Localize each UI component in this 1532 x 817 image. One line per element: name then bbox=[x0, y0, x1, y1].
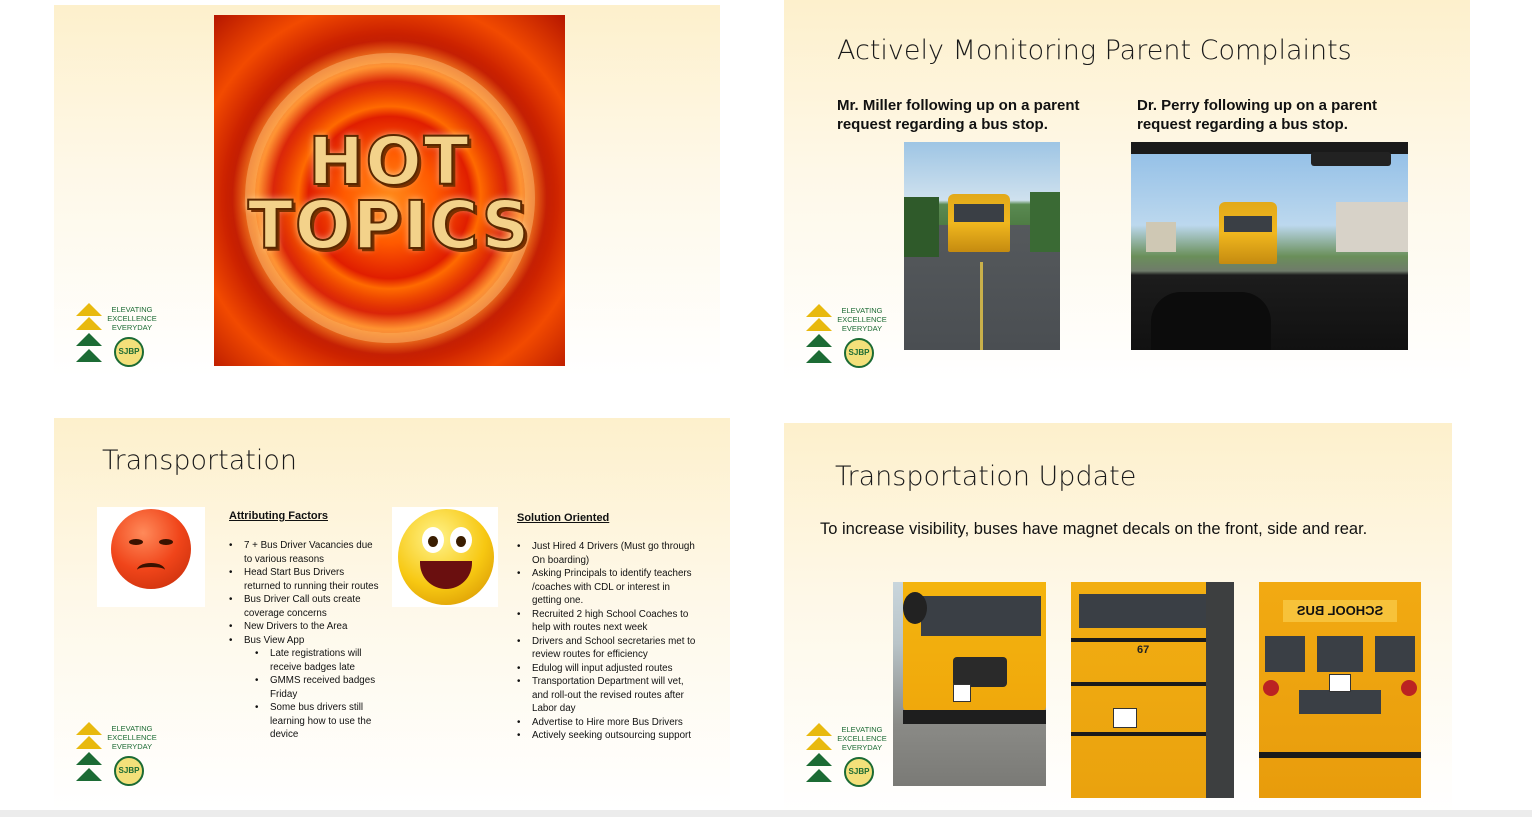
sub-list-item: • GMMS received badges Friday bbox=[255, 674, 379, 701]
list-item: • Bus Driver Call outs create coverage concerns bbox=[229, 593, 379, 620]
photo-bus-side bbox=[1071, 582, 1234, 798]
slide-transportation[interactable] bbox=[54, 418, 730, 810]
factors-list bbox=[229, 539, 379, 742]
list-item: • Head Start Bus Drivers returned to running their routes bbox=[229, 566, 379, 593]
magnet-decal bbox=[1329, 674, 1351, 692]
tail-light bbox=[1263, 680, 1279, 696]
list-item: • Actively seeking outsourcing support bbox=[517, 729, 697, 743]
rearview-mirror bbox=[1311, 152, 1391, 166]
logo-tagline-line: EXCELLENCE bbox=[837, 734, 887, 743]
photo-bus-rear bbox=[1259, 582, 1421, 798]
logo-tagline-line: ELEVATING bbox=[111, 305, 153, 314]
photo-house bbox=[1146, 222, 1176, 252]
logo-chevron-icon bbox=[76, 317, 102, 330]
photo-trees bbox=[904, 197, 939, 257]
logo-seal: SJBP bbox=[844, 757, 874, 787]
logo-tagline-line: ELEVATING bbox=[841, 306, 883, 315]
logo-tagline bbox=[104, 305, 160, 332]
solutions-list bbox=[517, 540, 697, 743]
list-item: • Edulog will input adjusted routes bbox=[517, 662, 697, 676]
tail-light bbox=[1401, 680, 1417, 696]
magnet-decal bbox=[953, 684, 971, 702]
logo-tagline-line: EVERYDAY bbox=[111, 742, 153, 751]
slide-title: Actively Monitoring Parent Complaints bbox=[837, 35, 1352, 66]
photo-trees bbox=[1030, 192, 1060, 252]
sub-list-item: • Late registrations will receive badges late bbox=[255, 647, 379, 674]
caption-right: Dr. Perry following up on a parent request regarding a bus stop. bbox=[1137, 97, 1378, 133]
logo-chevron-icon bbox=[76, 752, 102, 765]
logo-tagline-line: EXCELLENCE bbox=[107, 314, 157, 323]
body-text: To increase visibility, buses have magnet decals on the front, side and rear. bbox=[820, 520, 1368, 538]
logo-chevron-icon bbox=[806, 723, 832, 736]
slide-hot-topics[interactable] bbox=[54, 5, 720, 377]
list-item: • 7 + Bus Driver Vacancies due to various reasons bbox=[229, 539, 379, 566]
logo-chevron-icon bbox=[806, 753, 832, 766]
angry-emoji-icon bbox=[97, 507, 205, 607]
bus-mirror bbox=[903, 592, 927, 624]
photo-house bbox=[1336, 202, 1408, 252]
slide-transportation-update[interactable] bbox=[784, 423, 1452, 815]
list-item: • Advertise to Hire more Bus Drivers bbox=[517, 716, 697, 730]
logo-tagline-line: ELEVATING bbox=[111, 724, 153, 733]
bottom-scroll-bar[interactable] bbox=[0, 810, 1532, 817]
hot-topics-graphic bbox=[214, 15, 565, 366]
logo-chevron-icon bbox=[76, 349, 102, 362]
logo-tagline-line: EXCELLENCE bbox=[107, 733, 157, 742]
bus-door bbox=[1206, 582, 1234, 798]
photo-bus-front bbox=[893, 582, 1046, 786]
face bbox=[111, 509, 191, 589]
list-item: • New Drivers to the Area bbox=[229, 620, 379, 634]
district-logo bbox=[76, 303, 166, 373]
bus-grille bbox=[953, 657, 1007, 687]
bus-icon bbox=[1219, 202, 1277, 264]
logo-chevron-icon bbox=[806, 737, 832, 750]
logo-seal: SJBP bbox=[114, 756, 144, 786]
logo-chevron-icon bbox=[76, 333, 102, 346]
logo-chevron-icon bbox=[76, 722, 102, 735]
slide-parent-complaints[interactable] bbox=[784, 0, 1470, 382]
graphic-text-line1: HOT bbox=[308, 123, 471, 200]
logo-tagline bbox=[834, 725, 890, 752]
list-item: • Transportation Department will vet, and roll-out the revised routes after Labor day bbox=[517, 675, 697, 716]
logo-tagline bbox=[104, 724, 160, 751]
smiling-emoji-icon bbox=[392, 507, 498, 607]
logo-tagline-line: EVERYDAY bbox=[841, 324, 883, 333]
logo-chevron-icon bbox=[806, 334, 832, 347]
district-logo bbox=[806, 723, 896, 793]
logo-tagline bbox=[834, 306, 890, 333]
slide-title: Transportation Update bbox=[835, 461, 1137, 492]
logo-tagline-line: EVERYDAY bbox=[111, 323, 153, 332]
list-item: • Drivers and School secretaries met to review routes for efficiency bbox=[517, 635, 697, 662]
list-item: • Recruited 2 high School Coaches to help with routes next week bbox=[517, 608, 697, 635]
photo-street-bus bbox=[904, 142, 1060, 350]
list-item bbox=[229, 634, 379, 742]
logo-seal: SJBP bbox=[844, 338, 874, 368]
logo-chevron-icon bbox=[806, 318, 832, 331]
magnet-decal bbox=[1113, 708, 1137, 728]
sub-list-item: • Some bus drivers still learning how to use the device bbox=[255, 701, 379, 742]
caption-left: Mr. Miller following up on a parent request regarding a bus stop. bbox=[837, 97, 1080, 133]
photo-windshield-bus bbox=[1131, 142, 1408, 350]
face bbox=[398, 509, 494, 605]
logo-chevron-icon bbox=[76, 303, 102, 316]
rear-sign: SCHOOL BUS bbox=[1283, 600, 1397, 622]
logo-chevron-icon bbox=[806, 350, 832, 363]
bus-bumper bbox=[903, 710, 1046, 724]
solutions-heading: Solution Oriented bbox=[517, 512, 610, 524]
graphic-text-line2: TOPICS bbox=[247, 187, 532, 264]
district-logo bbox=[806, 304, 896, 374]
logo-chevron-icon bbox=[806, 769, 832, 782]
logo-tagline-line: ELEVATING bbox=[841, 725, 883, 734]
bus-icon bbox=[948, 194, 1010, 252]
road-line bbox=[980, 262, 983, 350]
list-item: • Asking Principals to identify teachers /coaches with CDL or interest in getting one. bbox=[517, 567, 697, 608]
dashboard bbox=[1151, 292, 1271, 350]
logo-chevron-icon bbox=[76, 736, 102, 749]
logo-chevron-icon bbox=[76, 768, 102, 781]
district-logo bbox=[76, 722, 166, 792]
list-item: • Just Hired 4 Drivers (Must go through On boarding) bbox=[517, 540, 697, 567]
logo-tagline-line: EXCELLENCE bbox=[837, 315, 887, 324]
list-item-text: Bus View App bbox=[244, 634, 305, 646]
factors-heading: Attributing Factors bbox=[229, 510, 328, 522]
logo-chevron-icon bbox=[806, 304, 832, 317]
logo-tagline-line: EVERYDAY bbox=[841, 743, 883, 752]
bus-number: 67 bbox=[1137, 644, 1150, 656]
slide-title: Transportation bbox=[102, 445, 297, 476]
logo-seal: SJBP bbox=[114, 337, 144, 367]
